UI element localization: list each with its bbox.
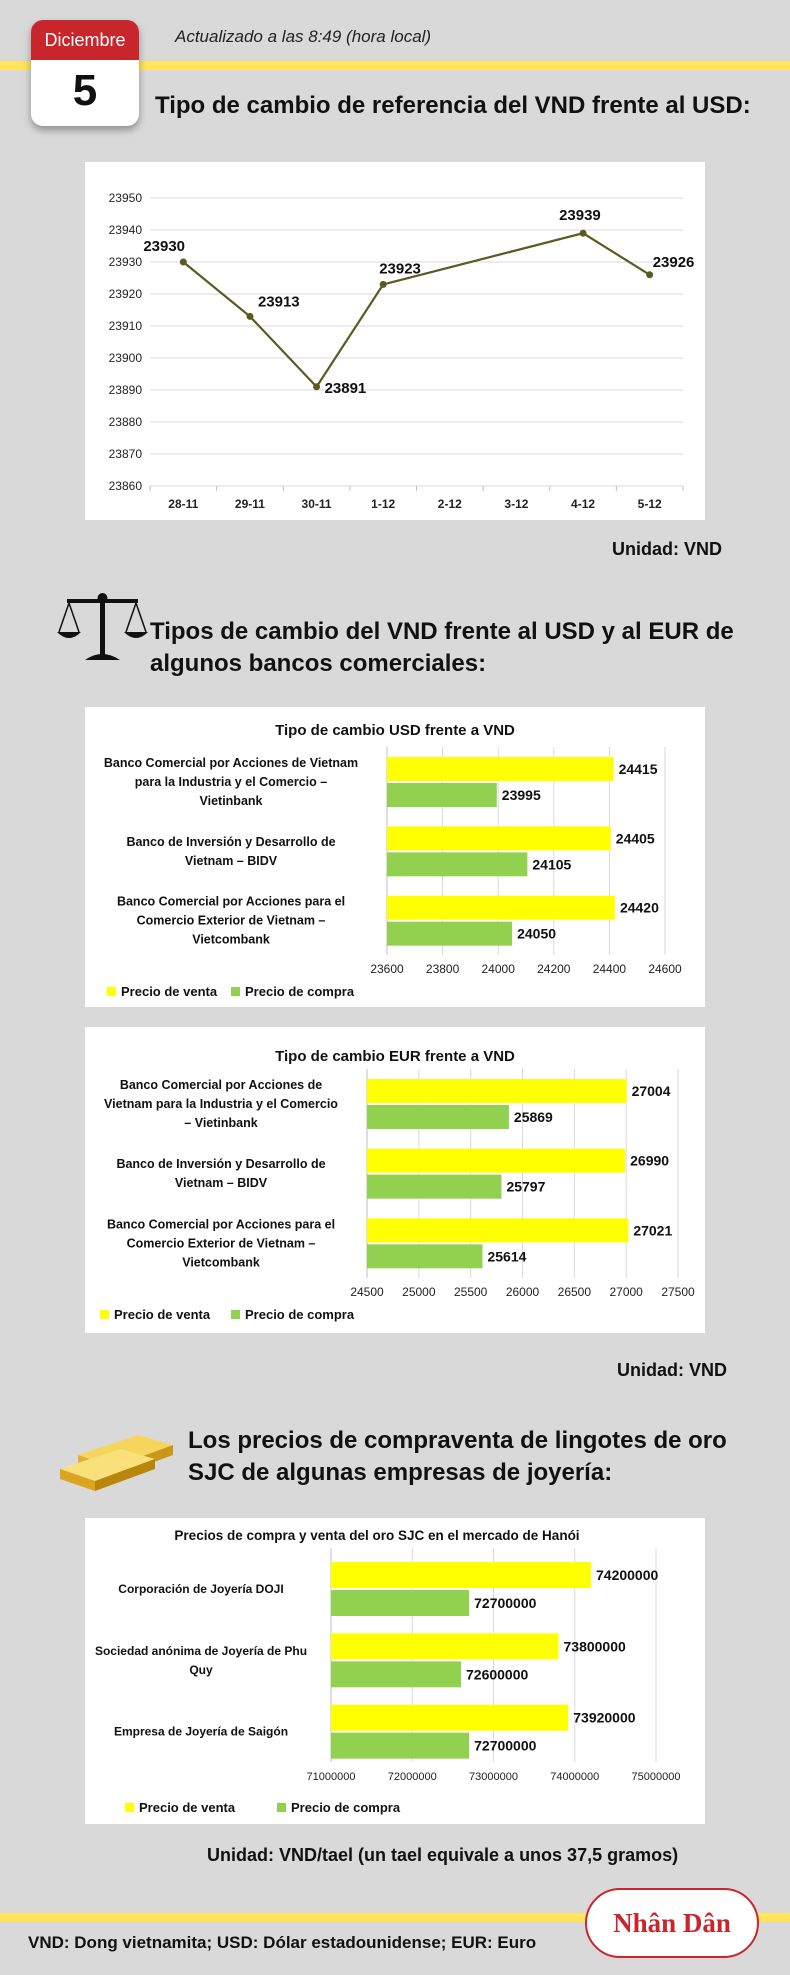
usd-chart-panel bbox=[85, 707, 705, 1007]
x-tick-label: 24000 bbox=[481, 962, 515, 976]
usd-bank-rates-chart bbox=[85, 707, 705, 1007]
x-tick-label: 27000 bbox=[609, 1285, 643, 1299]
bar-value-label: 73800000 bbox=[563, 1638, 626, 1655]
bar bbox=[331, 1633, 559, 1659]
category-label: Vietnam – BIDV bbox=[184, 853, 278, 868]
bar bbox=[331, 1590, 469, 1616]
y-tick-label: 23920 bbox=[108, 287, 142, 301]
bar bbox=[387, 783, 497, 807]
x-tick-label: 26500 bbox=[557, 1285, 592, 1299]
category-label: Empresa de Joyería de Saigón bbox=[113, 1724, 289, 1739]
category-label: Vietnam para la Industria y el Comercio bbox=[104, 1097, 338, 1111]
legend-label: Precio de compra bbox=[245, 984, 355, 999]
line-chart-panel bbox=[85, 162, 705, 520]
y-tick-label: 23860 bbox=[108, 479, 142, 493]
bar-value-label: 25869 bbox=[513, 1109, 553, 1125]
x-tick-label: 23800 bbox=[425, 962, 460, 976]
category-label: Vietinbank bbox=[199, 794, 263, 808]
legend-label: Precio de venta bbox=[139, 1800, 236, 1815]
x-tick-label: 24500 bbox=[350, 1285, 384, 1299]
bar-value-label: 26990 bbox=[630, 1152, 670, 1169]
section3-unit: Unidad: VND/tael (un tael equivale a unos 37,5 gramos) bbox=[207, 1845, 679, 1865]
bar-value-label: 24050 bbox=[517, 925, 557, 942]
category-label: Comercio Exterior de Vietnam – bbox=[126, 1236, 316, 1251]
eur-bank-rates-chart bbox=[85, 1027, 705, 1333]
x-tick-label: 25500 bbox=[453, 1285, 488, 1299]
category-label: Banco Comercial por Acciones de Vietnam bbox=[103, 756, 359, 770]
data-point bbox=[180, 259, 187, 266]
x-tick-label: 24400 bbox=[592, 962, 627, 976]
legend-swatch bbox=[277, 1803, 286, 1812]
nhan-dan-logo[interactable]: Nhân Dân bbox=[585, 1888, 759, 1958]
category-label: Banco de Inversión y Desarrollo de bbox=[116, 1157, 326, 1172]
x-tick-label: 29-11 bbox=[234, 497, 265, 511]
section3-title-line2: SJC de algunas empresas de joyería: bbox=[188, 1459, 613, 1486]
category-label: Sociedad anónima de Joyería de Phu bbox=[94, 1643, 308, 1658]
x-tick-label: 74000000 bbox=[550, 1771, 600, 1783]
legend-label: Precio de compra bbox=[245, 1307, 355, 1322]
legend-label: Precio de venta bbox=[121, 984, 218, 999]
chart-title: Precios de compra y venta del oro SJC en el mercado de Hanói bbox=[174, 1528, 580, 1543]
data-label: 23891 bbox=[324, 379, 367, 397]
x-tick-label: 26000 bbox=[505, 1285, 540, 1299]
category-label: Banco de Inversión y Desarrollo de bbox=[126, 834, 336, 849]
category-label: Vietnam – BIDV bbox=[174, 1176, 268, 1191]
data-point bbox=[246, 313, 253, 320]
bar-value-label: 24420 bbox=[619, 899, 659, 916]
bar-value-label: 72700000 bbox=[474, 1737, 537, 1754]
gold-chart-panel bbox=[85, 1518, 705, 1824]
x-tick-label: 2-12 bbox=[437, 497, 462, 511]
bar-value-label: 73920000 bbox=[573, 1709, 636, 1726]
chart-title: Tipo de cambio EUR frente a VND bbox=[275, 1048, 515, 1065]
bar-value-label: 24105 bbox=[532, 856, 572, 873]
bar-value-label: 25614 bbox=[487, 1248, 527, 1265]
category-label: Quy bbox=[189, 1662, 213, 1677]
bar-value-label: 23995 bbox=[501, 787, 541, 803]
bar bbox=[331, 1562, 591, 1588]
bar bbox=[367, 1105, 509, 1129]
bar-value-label: 72600000 bbox=[466, 1666, 529, 1683]
bar-value-label: 27021 bbox=[633, 1222, 673, 1239]
bar bbox=[367, 1149, 625, 1173]
y-tick-label: 23910 bbox=[108, 319, 142, 333]
x-tick-label: 24200 bbox=[537, 962, 571, 976]
x-tick-label: 5-12 bbox=[637, 497, 662, 511]
legend-swatch bbox=[231, 987, 240, 996]
category-label: – Vietinbank bbox=[184, 1116, 258, 1130]
legend-label: Precio de compra bbox=[291, 1800, 401, 1815]
reference-rate-line-chart bbox=[85, 162, 705, 520]
section2-unit: Unidad: VND bbox=[617, 1360, 727, 1380]
gold-prices-chart bbox=[85, 1518, 705, 1824]
section2-title-line1: Tipos de cambio del VND frente al USD y al EUR de bbox=[150, 618, 734, 645]
data-label: 23923 bbox=[379, 260, 421, 278]
data-point bbox=[580, 230, 587, 237]
x-tick-label: 75000000 bbox=[631, 1771, 681, 1783]
category-label: para la Industria y el Comercio – bbox=[134, 775, 328, 789]
category-label: Banco Comercial por Acciones para el bbox=[116, 894, 346, 909]
bar bbox=[331, 1661, 461, 1687]
x-tick-label: 30-11 bbox=[301, 497, 332, 511]
y-tick-label: 23950 bbox=[108, 191, 142, 205]
legend-swatch bbox=[231, 1310, 240, 1319]
data-point bbox=[313, 383, 320, 390]
bar-value-label: 24415 bbox=[618, 761, 658, 777]
calendar-month: Diciembre bbox=[31, 20, 139, 60]
footer-note: VND: Dong vietnamita; USD: Dólar estadounidense; EUR: Euro bbox=[28, 1933, 537, 1952]
x-tick-label: 1-12 bbox=[371, 497, 396, 511]
legend-label: Precio de venta bbox=[114, 1307, 211, 1322]
bar-value-label: 25797 bbox=[506, 1178, 546, 1195]
data-point bbox=[380, 281, 387, 288]
gold-bars-icon bbox=[58, 1415, 178, 1495]
section3-title-line1: Los precios de compraventa de lingotes de oro bbox=[188, 1427, 727, 1454]
date-calendar bbox=[31, 20, 139, 126]
x-tick-label: 4-12 bbox=[571, 497, 596, 511]
bar bbox=[367, 1175, 501, 1199]
section1-unit: Unidad: VND bbox=[612, 539, 722, 559]
x-tick-label: 72000000 bbox=[387, 1771, 437, 1783]
x-tick-label: 73000000 bbox=[469, 1771, 518, 1783]
legend-swatch bbox=[125, 1803, 134, 1812]
chart-title: Tipo de cambio USD frente a VND bbox=[275, 722, 515, 739]
bar bbox=[387, 826, 611, 850]
category-label: Vietcombank bbox=[192, 932, 270, 947]
x-tick-label: 24600 bbox=[648, 962, 682, 976]
section2-title-line2: algunos bancos comerciales: bbox=[150, 650, 487, 677]
bar bbox=[331, 1705, 568, 1731]
x-tick-label: 27500 bbox=[661, 1285, 695, 1299]
y-tick-label: 23930 bbox=[108, 255, 142, 269]
x-tick-label: 23600 bbox=[370, 962, 404, 976]
category-label: Corporación de Joyería DOJI bbox=[118, 1582, 284, 1596]
x-tick-label: 3-12 bbox=[504, 497, 529, 511]
category-label: Comercio Exterior de Vietnam – bbox=[136, 913, 326, 928]
bar bbox=[331, 1733, 469, 1759]
data-label: 23926 bbox=[652, 253, 695, 271]
legend-swatch bbox=[100, 1310, 109, 1319]
bar bbox=[387, 896, 615, 920]
legend-swatch bbox=[107, 987, 116, 996]
bar bbox=[367, 1244, 482, 1268]
category-label: Banco Comercial por Acciones para el bbox=[106, 1217, 336, 1232]
calendar-day: 5 bbox=[72, 66, 98, 115]
bar-value-label: 74200000 bbox=[596, 1567, 659, 1583]
bar bbox=[387, 757, 614, 781]
category-label: Banco Comercial por Acciones de bbox=[119, 1078, 323, 1092]
updated-time: Actualizado a las 8:49 (hora local) bbox=[175, 27, 432, 46]
y-tick-label: 23890 bbox=[108, 383, 142, 397]
data-label: 23913 bbox=[257, 293, 300, 311]
section1-title: Tipo de cambio de referencia del VND frente al USD: bbox=[155, 92, 751, 119]
bar-value-label: 72700000 bbox=[474, 1595, 537, 1611]
bar bbox=[367, 1218, 628, 1242]
bar bbox=[387, 852, 527, 876]
category-label: Vietcombank bbox=[182, 1255, 260, 1270]
y-tick-label: 23900 bbox=[108, 351, 142, 365]
bar-value-label: 27004 bbox=[631, 1083, 671, 1099]
data-label: 23939 bbox=[559, 207, 601, 225]
data-point bbox=[646, 271, 653, 278]
y-tick-label: 23870 bbox=[108, 447, 142, 461]
bar bbox=[387, 922, 512, 946]
x-tick-label: 28-11 bbox=[168, 497, 199, 511]
x-tick-label: 71000000 bbox=[306, 1771, 356, 1783]
x-tick-label: 25000 bbox=[402, 1285, 436, 1299]
bar-value-label: 24405 bbox=[615, 830, 655, 847]
series-line bbox=[183, 233, 649, 387]
y-tick-label: 23940 bbox=[108, 223, 142, 237]
data-label: 23930 bbox=[143, 238, 186, 255]
y-tick-label: 23880 bbox=[108, 415, 142, 429]
eur-chart-panel bbox=[85, 1027, 705, 1333]
bar bbox=[367, 1079, 627, 1103]
scales-icon bbox=[55, 590, 150, 670]
